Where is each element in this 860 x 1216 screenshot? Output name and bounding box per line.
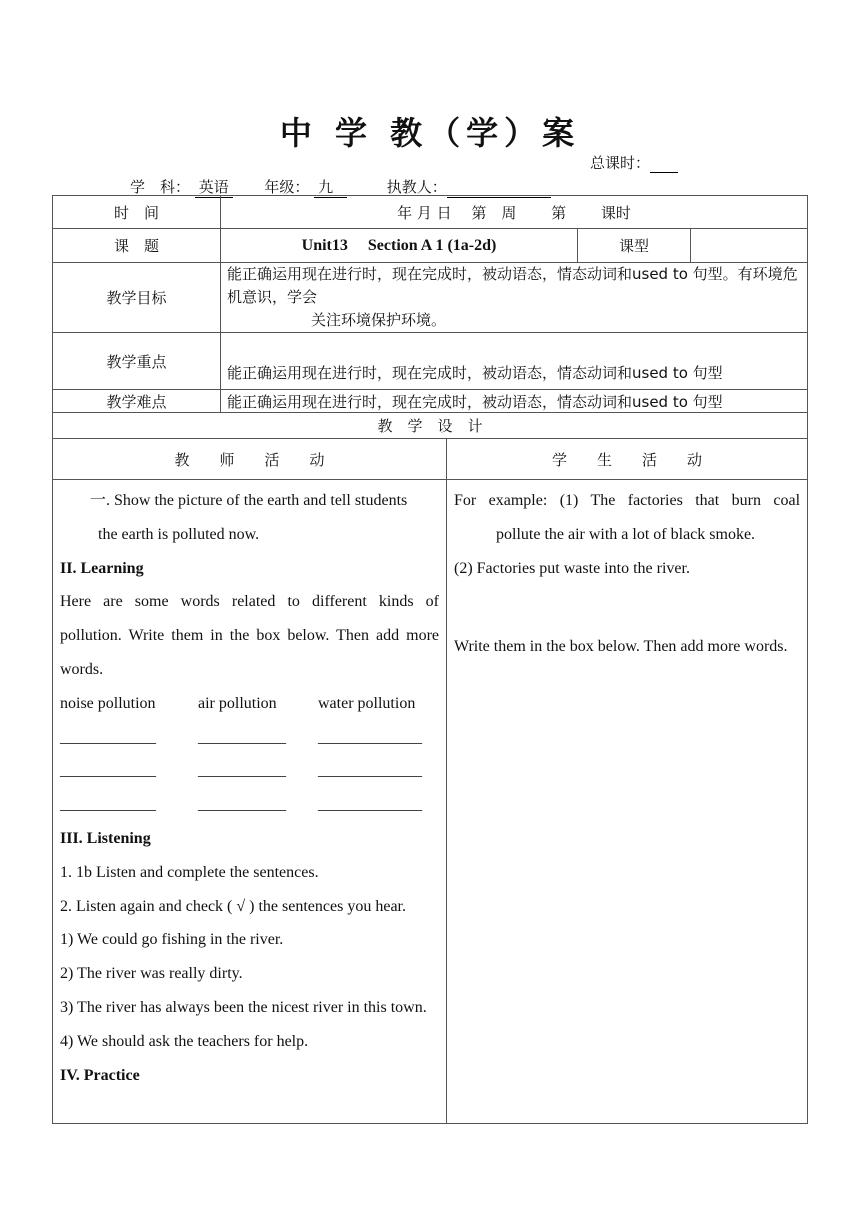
blank[interactable]: ____________: [60, 728, 156, 746]
listening-item-2: 2. Listen again and check ( √ ) the sentences you hear.: [60, 897, 406, 915]
student-write-instruction: Write them in the box below. Then add more words.: [454, 638, 788, 656]
blank[interactable]: _____________: [318, 762, 422, 780]
row-activity-headers: [53, 439, 808, 480]
blank[interactable]: _____________: [318, 728, 422, 746]
student-example-line-3: (2) Factories put waste into the river.: [454, 559, 690, 577]
student-example-line-1: For example: (1) The factories that burn coal: [454, 492, 801, 509]
row-key: [53, 333, 808, 390]
goal-label: 教学目标: [53, 263, 221, 333]
sentence-2: 2) The river was really dirty.: [60, 965, 243, 983]
blank[interactable]: _____________: [318, 796, 422, 814]
word-air: air pollution: [198, 694, 277, 712]
pollution-words: [60, 687, 439, 721]
type-value[interactable]: [691, 229, 808, 263]
teacher-activity-header: 教 师 活 动: [53, 439, 447, 480]
total-hours: [590, 152, 678, 173]
goal-value[interactable]: [221, 263, 808, 333]
spacer: [454, 585, 800, 630]
difficulty-value[interactable]: 能正确运用现在进行时，现在完成时，被动语态，情态动词和used to 句型: [221, 390, 808, 413]
teacher-label: 执教人：: [386, 178, 447, 196]
blank[interactable]: ___________: [198, 762, 286, 780]
row-design: [53, 413, 808, 439]
blank[interactable]: ____________: [60, 796, 156, 814]
sentence-4: 4) We should ask the teachers for help.: [60, 1032, 309, 1050]
topic-label: 课 题: [53, 229, 221, 263]
design-label: 教 学 设 计: [53, 413, 808, 439]
key-value[interactable]: 能正确运用现在进行时，现在完成时，被动语态，情态动词和used to 句型: [221, 333, 808, 390]
type-label: 课型: [578, 229, 691, 263]
time-value[interactable]: 年 月 日 第 周 第 课时: [221, 196, 808, 229]
row-activities: [53, 480, 808, 1124]
blank-row-1[interactable]: [60, 721, 439, 755]
difficulty-label: 教学难点: [53, 390, 221, 413]
total-hours-label: 总课时：: [590, 154, 651, 172]
listening-item-1: 1. 1b Listen and complete the sentences.: [60, 863, 319, 881]
grade-label: 年级：: [264, 178, 310, 196]
sentence-1: 1) We could go fishing in the river.: [60, 931, 284, 949]
student-activity-cell[interactable]: [447, 480, 808, 1124]
blank-row-3[interactable]: [60, 788, 439, 822]
blank-row-2[interactable]: [60, 754, 439, 788]
row-difficulty: [53, 390, 808, 413]
blank[interactable]: ___________: [198, 728, 286, 746]
row-time: [53, 196, 808, 229]
subject-value: 英语: [195, 176, 233, 198]
student-example-line-2: pollute the air with a lot of black smoke.: [496, 525, 756, 543]
time-label: 时 间: [53, 196, 221, 229]
goal-line-2: 关注环境保护环境。: [311, 311, 447, 329]
word-water: water pollution: [318, 694, 416, 712]
topic-value[interactable]: Unit13 Section A 1 (1a-2d): [221, 229, 578, 263]
row-goal: [53, 263, 808, 333]
sentence-3: 3) The river has always been the nicest river in this town.: [60, 998, 427, 1016]
grade-value: 九: [314, 176, 347, 198]
blank[interactable]: ____________: [60, 762, 156, 780]
teacher-intro-line-2: the earth is polluted now.: [98, 525, 260, 543]
page-title: 中 学 教（学）案: [279, 114, 581, 152]
lesson-plan-table: [52, 195, 808, 1124]
total-hours-blank[interactable]: [650, 158, 678, 173]
listening-heading: III. Listening: [60, 829, 151, 847]
teacher-activity-cell[interactable]: [53, 480, 447, 1124]
row-topic: [53, 229, 808, 263]
word-noise: noise pollution: [60, 694, 156, 712]
key-label: 教学重点: [53, 333, 221, 390]
learning-instructions: Here are some words related to different kinds of pollution. Write them in the box below. Then add more words.: [60, 593, 439, 678]
student-activity-header: 学 生 活 动: [447, 439, 808, 480]
practice-heading: IV. Practice: [60, 1066, 140, 1084]
learning-heading: II. Learning: [60, 559, 144, 577]
blank[interactable]: ___________: [198, 796, 286, 814]
subject-label: 学 科：: [130, 178, 191, 196]
teacher-intro-line-1: 一. Show the picture of the earth and tell students: [90, 492, 408, 509]
goal-line-1: 能正确运用现在进行时，现在完成时，被动语态，情态动词和used to 句型。有环境危机意识，学会: [227, 265, 798, 306]
